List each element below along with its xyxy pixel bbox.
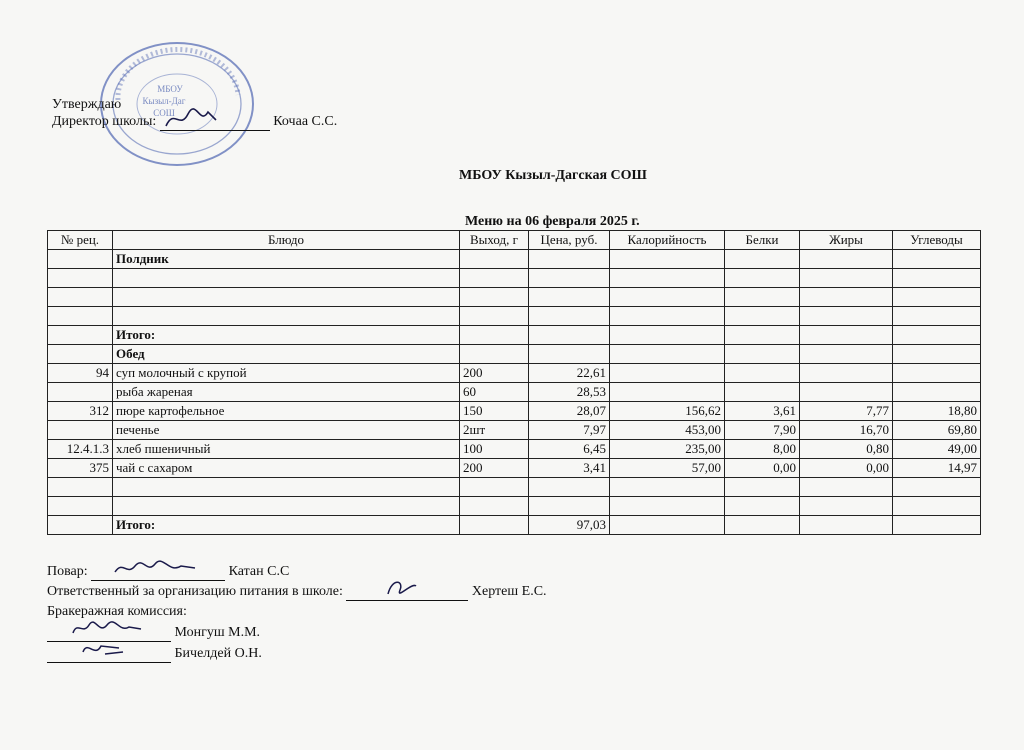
table-cell bbox=[725, 516, 800, 535]
svg-text:Кызыл-Даг: Кызыл-Даг bbox=[142, 96, 186, 106]
table-cell bbox=[460, 307, 529, 326]
table-cell: 150 bbox=[460, 402, 529, 421]
table-cell bbox=[529, 307, 610, 326]
table-cell: 16,70 bbox=[800, 421, 893, 440]
table-cell: 57,00 bbox=[610, 459, 725, 478]
cook-signature-line bbox=[91, 566, 225, 581]
table-cell bbox=[460, 345, 529, 364]
table-cell bbox=[725, 326, 800, 345]
table-cell: 18,80 bbox=[893, 402, 981, 421]
col-header-fat: Жиры bbox=[800, 231, 893, 250]
table-cell bbox=[800, 364, 893, 383]
table-cell: 94 bbox=[48, 364, 113, 383]
table-cell bbox=[460, 288, 529, 307]
table-cell bbox=[113, 478, 460, 497]
table-cell: 3,41 bbox=[529, 459, 610, 478]
table-cell bbox=[800, 250, 893, 269]
table-cell: 2шт bbox=[460, 421, 529, 440]
table-cell: 14,97 bbox=[893, 459, 981, 478]
table-cell: пюре картофельное bbox=[113, 402, 460, 421]
director-name: Кочаа С.С. bbox=[273, 114, 338, 129]
table-row bbox=[48, 383, 981, 402]
table-cell: чай с сахаром bbox=[113, 459, 460, 478]
table-cell: 0,80 bbox=[800, 440, 893, 459]
table-cell bbox=[48, 269, 113, 288]
table-cell bbox=[113, 497, 460, 516]
director-line bbox=[52, 113, 337, 131]
table-cell bbox=[725, 288, 800, 307]
table-cell: 97,03 bbox=[529, 516, 610, 535]
table-cell bbox=[610, 497, 725, 516]
page-title: МБОУ Кызыл-Дагская СОШ bbox=[459, 168, 647, 183]
cook-label: Повар: bbox=[47, 564, 88, 579]
director-label: Директор школы: bbox=[52, 114, 157, 129]
table-cell bbox=[48, 516, 113, 535]
table-cell bbox=[460, 326, 529, 345]
table-cell bbox=[893, 345, 981, 364]
table-cell bbox=[725, 269, 800, 288]
menu-table-body bbox=[48, 250, 981, 535]
table-cell: Обед bbox=[113, 345, 460, 364]
table-cell bbox=[48, 307, 113, 326]
table-cell bbox=[610, 307, 725, 326]
table-cell bbox=[610, 364, 725, 383]
table-cell bbox=[460, 478, 529, 497]
table-cell: 7,97 bbox=[529, 421, 610, 440]
table-cell: 69,80 bbox=[893, 421, 981, 440]
table-cell: 22,61 bbox=[529, 364, 610, 383]
member1-name: Монгуш М.М. bbox=[174, 625, 261, 640]
table-cell bbox=[113, 269, 460, 288]
table-cell: 28,53 bbox=[529, 383, 610, 402]
table-cell: Полдник bbox=[113, 250, 460, 269]
col-header-yield: Выход, г bbox=[460, 231, 529, 250]
table-cell bbox=[800, 345, 893, 364]
table-cell bbox=[725, 383, 800, 402]
svg-text:СОШ: СОШ bbox=[153, 108, 175, 118]
table-cell bbox=[800, 478, 893, 497]
table-cell bbox=[610, 326, 725, 345]
table-cell bbox=[800, 383, 893, 402]
table-cell bbox=[460, 516, 529, 535]
table-cell bbox=[48, 421, 113, 440]
commission-label: Бракеражная комиссия: bbox=[47, 604, 187, 619]
table-cell: 200 bbox=[460, 459, 529, 478]
table-cell bbox=[610, 288, 725, 307]
cook-name: Катан С.С bbox=[228, 564, 290, 579]
table-cell: 3,61 bbox=[725, 402, 800, 421]
table-cell bbox=[725, 307, 800, 326]
table-row bbox=[48, 288, 981, 307]
table-cell bbox=[529, 345, 610, 364]
table-cell bbox=[48, 497, 113, 516]
member2-line bbox=[47, 644, 262, 663]
responsible-line bbox=[47, 582, 547, 601]
table-cell bbox=[48, 288, 113, 307]
table-cell bbox=[893, 516, 981, 535]
menu-table bbox=[47, 230, 981, 535]
table-cell bbox=[725, 345, 800, 364]
table-cell bbox=[529, 497, 610, 516]
table-row bbox=[48, 364, 981, 383]
table-cell bbox=[48, 478, 113, 497]
table-cell bbox=[800, 326, 893, 345]
table-cell bbox=[48, 383, 113, 402]
table-cell bbox=[800, 307, 893, 326]
table-cell: 6,45 bbox=[529, 440, 610, 459]
table-cell bbox=[610, 383, 725, 402]
col-header-dish: Блюдо bbox=[113, 231, 460, 250]
table-cell bbox=[893, 497, 981, 516]
responsible-signature-line bbox=[346, 586, 468, 601]
director-signature bbox=[160, 106, 220, 132]
table-cell bbox=[800, 516, 893, 535]
table-cell bbox=[893, 478, 981, 497]
table-cell bbox=[800, 497, 893, 516]
table-cell: 200 bbox=[460, 364, 529, 383]
table-cell bbox=[610, 345, 725, 364]
table-cell bbox=[725, 364, 800, 383]
table-row bbox=[48, 421, 981, 440]
director-signature-line bbox=[160, 116, 270, 131]
table-cell bbox=[529, 269, 610, 288]
table-cell: 0,00 bbox=[800, 459, 893, 478]
table-cell: Итого: bbox=[113, 516, 460, 535]
table-cell: печенье bbox=[113, 421, 460, 440]
school-stamp bbox=[98, 40, 256, 168]
col-header-protein: Белки bbox=[725, 231, 800, 250]
table-cell bbox=[893, 364, 981, 383]
table-cell bbox=[610, 478, 725, 497]
table-row bbox=[48, 307, 981, 326]
table-cell: 312 bbox=[48, 402, 113, 421]
table-cell: 7,90 bbox=[725, 421, 800, 440]
table-cell bbox=[48, 326, 113, 345]
col-header-recipe: № рец. bbox=[48, 231, 113, 250]
table-cell: 100 bbox=[460, 440, 529, 459]
responsible-signature bbox=[382, 576, 422, 600]
table-row bbox=[48, 440, 981, 459]
table-row bbox=[48, 345, 981, 364]
table-cell bbox=[48, 345, 113, 364]
table-cell: 0,00 bbox=[725, 459, 800, 478]
table-cell bbox=[610, 250, 725, 269]
table-row bbox=[48, 326, 981, 345]
table-cell bbox=[460, 269, 529, 288]
table-cell bbox=[725, 497, 800, 516]
table-cell bbox=[529, 478, 610, 497]
member2-name: Бичелдей О.Н. bbox=[174, 646, 262, 661]
table-cell: суп молочный с крупой bbox=[113, 364, 460, 383]
table-cell bbox=[610, 516, 725, 535]
approved-label: Утверждаю bbox=[52, 97, 122, 112]
col-header-calories: Калорийность bbox=[610, 231, 725, 250]
table-row bbox=[48, 497, 981, 516]
table-cell bbox=[113, 288, 460, 307]
table-cell: 235,00 bbox=[610, 440, 725, 459]
table-row bbox=[48, 478, 981, 497]
table-cell: 453,00 bbox=[610, 421, 725, 440]
svg-text:МБОУ: МБОУ bbox=[157, 84, 183, 94]
table-cell bbox=[893, 326, 981, 345]
menu-date-title: Меню на 06 февраля 2025 г. bbox=[465, 214, 640, 229]
table-cell: рыба жареная bbox=[113, 383, 460, 402]
table-header-row bbox=[48, 231, 981, 250]
table-cell bbox=[800, 269, 893, 288]
table-cell: 60 bbox=[460, 383, 529, 402]
table-cell bbox=[610, 269, 725, 288]
responsible-label: Ответственный за организацию питания в школе: bbox=[47, 584, 343, 599]
responsible-name: Хертеш Е.С. bbox=[471, 584, 547, 599]
table-cell bbox=[460, 497, 529, 516]
table-cell bbox=[529, 326, 610, 345]
table-cell bbox=[800, 288, 893, 307]
table-cell bbox=[893, 250, 981, 269]
table-cell: хлеб пшеничный bbox=[113, 440, 460, 459]
table-cell: 28,07 bbox=[529, 402, 610, 421]
table-cell bbox=[725, 250, 800, 269]
table-cell bbox=[893, 269, 981, 288]
cook-line bbox=[47, 562, 289, 581]
table-cell bbox=[48, 250, 113, 269]
col-header-price: Цена, руб. bbox=[529, 231, 610, 250]
member2-signature bbox=[79, 638, 139, 662]
table-cell bbox=[529, 250, 610, 269]
table-cell bbox=[893, 383, 981, 402]
table-cell: 156,62 bbox=[610, 402, 725, 421]
table-cell: Итого: bbox=[113, 326, 460, 345]
table-row bbox=[48, 250, 981, 269]
member2-signature-line bbox=[47, 648, 171, 663]
table-cell: 8,00 bbox=[725, 440, 800, 459]
table-row bbox=[48, 516, 981, 535]
table-cell: 7,77 bbox=[800, 402, 893, 421]
cook-signature bbox=[111, 556, 201, 580]
table-row bbox=[48, 269, 981, 288]
table-row bbox=[48, 459, 981, 478]
col-header-carbs: Углеводы bbox=[893, 231, 981, 250]
table-cell bbox=[893, 307, 981, 326]
table-cell: 12.4.1.3 bbox=[48, 440, 113, 459]
table-cell bbox=[460, 250, 529, 269]
table-cell: 49,00 bbox=[893, 440, 981, 459]
table-cell bbox=[529, 288, 610, 307]
table-cell bbox=[893, 288, 981, 307]
table-cell bbox=[725, 478, 800, 497]
table-row bbox=[48, 402, 981, 421]
table-cell bbox=[113, 307, 460, 326]
table-cell: 375 bbox=[48, 459, 113, 478]
